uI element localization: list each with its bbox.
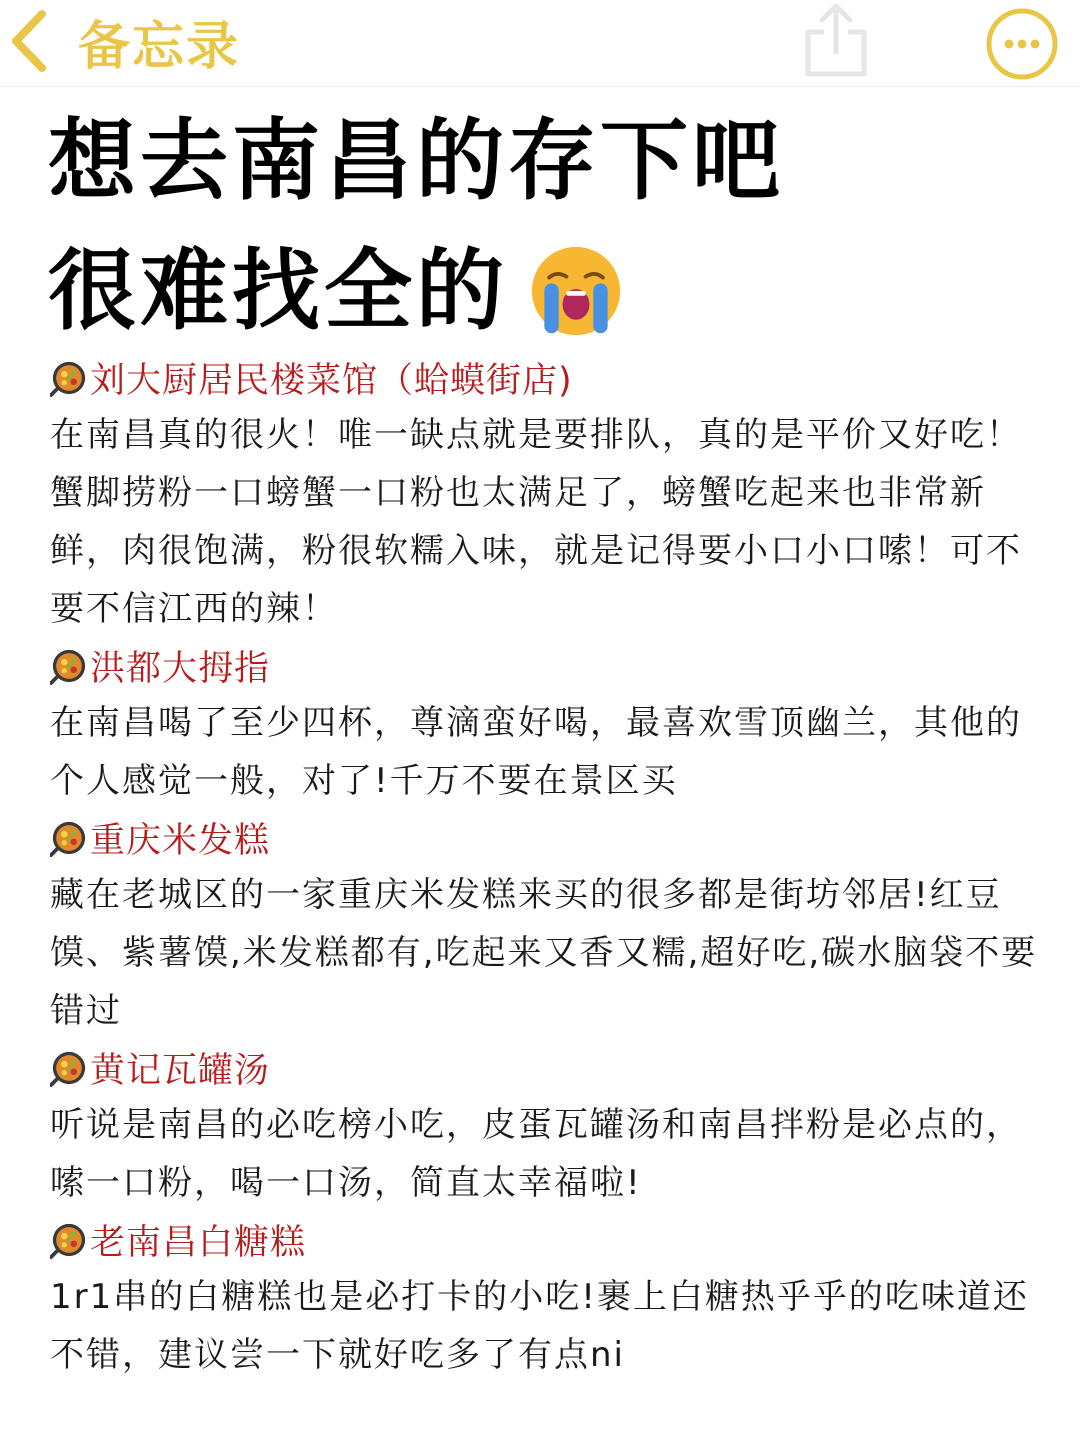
section-body: 在南昌喝了至少四杯，尊滴蛮好喝，最喜欢雪顶幽兰，其他的个人感觉一般，对了!千万不要在景区买 bbox=[50, 703, 1022, 801]
cooking-pan-icon bbox=[50, 1049, 88, 1087]
section-heading-text: 洪都大拇指 bbox=[90, 649, 271, 689]
section-heading-text: 刘大厨居民楼菜馆（蛤蟆街店) bbox=[90, 361, 573, 401]
section-heading-text: 重庆米发糕 bbox=[90, 821, 271, 861]
share-icon[interactable] bbox=[800, 2, 872, 80]
navigation-bar bbox=[0, 0, 1080, 87]
section-heading bbox=[50, 1212, 1040, 1268]
section-body: 在南昌真的很火！唯一缺点就是要排队，真的是平价又好吃！蟹脚捞粉一口螃蟹一口粉也太满足了，螃蟹吃起来也非常新鲜，肉很饱满，粉很软糯入味，就是记得要小口小口嗦！可不要不信江西的辣！ bbox=[50, 415, 1022, 629]
chevron-left-icon bbox=[6, 8, 50, 74]
section-huangji-waguantang bbox=[50, 1040, 1040, 1212]
cooking-pan-icon bbox=[50, 359, 88, 397]
section-body: 听说是南昌的必吃榜小吃，皮蛋瓦罐汤和南昌拌粉是必点的，嗦一口粉，喝一口汤，简直太幸福啦! bbox=[50, 1105, 1022, 1203]
section-heading bbox=[50, 638, 1040, 694]
section-body: 1r1串的白糖糕也是必打卡的小吃!裹上白糖热乎乎的吃味道还不错，建议尝一下就好吃多了有点ni bbox=[50, 1277, 1029, 1375]
cooking-pan-icon bbox=[50, 1221, 88, 1259]
note-content bbox=[50, 350, 1040, 1384]
section-heading bbox=[50, 1040, 1040, 1096]
cooking-pan-icon bbox=[50, 647, 88, 685]
note-title bbox=[48, 96, 784, 356]
section-heading-text: 黄记瓦罐汤 bbox=[90, 1051, 271, 1091]
crying-face-icon bbox=[528, 243, 624, 339]
title-line-2 bbox=[48, 226, 784, 356]
more-icon[interactable] bbox=[984, 6, 1060, 82]
title-line-1: 想去南昌的存下吧 bbox=[48, 109, 785, 212]
section-hongdu bbox=[50, 638, 1040, 810]
back-button[interactable] bbox=[6, 8, 241, 77]
title-line-2-text: 很难找全的 bbox=[48, 239, 509, 342]
section-heading bbox=[50, 350, 1040, 406]
section-body: 藏在老城区的一家重庆米发糕来买的很多都是街坊邻居!红豆馍、紫薯馍,米发糕都有,吃起来又香又糯,超好吃,碳水脑袋不要错过 bbox=[50, 875, 1038, 1031]
section-chongqing-mifagao bbox=[50, 810, 1040, 1040]
section-heading-text: 老南昌白糖糕 bbox=[90, 1223, 307, 1263]
cooking-pan-icon bbox=[50, 819, 88, 857]
section-heading bbox=[50, 810, 1040, 866]
section-liudachu bbox=[50, 350, 1040, 638]
back-label: 备忘录 bbox=[78, 16, 241, 77]
section-baitanggao bbox=[50, 1212, 1040, 1384]
